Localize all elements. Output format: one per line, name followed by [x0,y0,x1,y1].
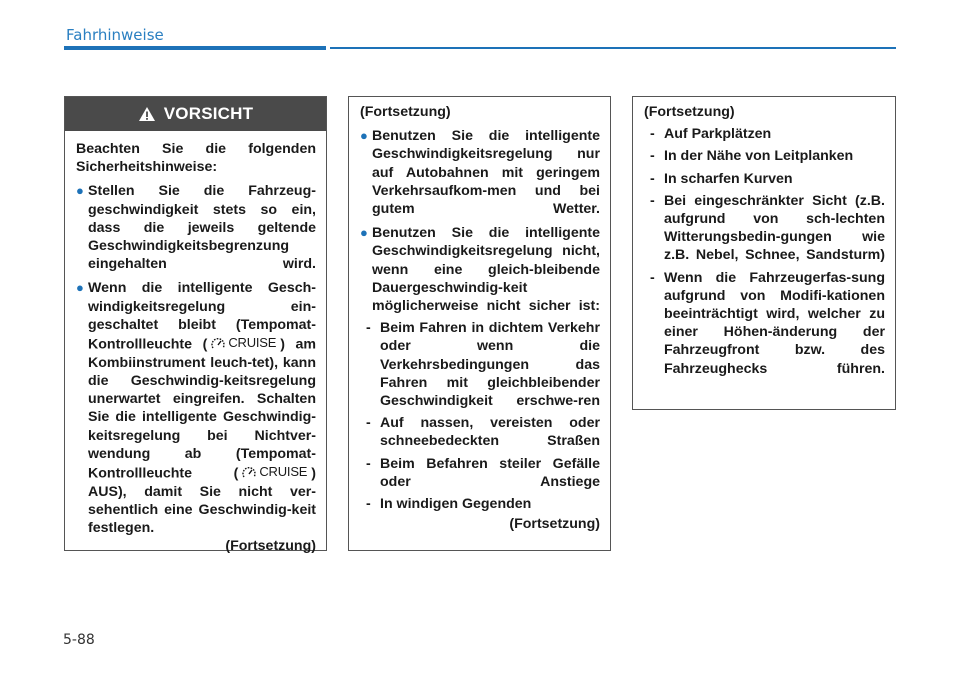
caution-label: VORSICHT [163,103,254,123]
dash-text: Bei eingeschränkter Sicht (z.B. aufgrund von sch-lechten Witterungsbedin-gungen wie z.B. Nebel, Schnee, Sandsturm) [664,192,885,264]
dash-text: Beim Befahren steiler Gefälle oder Anstiege [380,455,600,490]
bullet-icon: ● [76,183,84,199]
cruise-icon-text: CRUISE [259,464,308,480]
continued-heading: (Fortsetzung) [360,104,451,120]
dash-marker: - [650,126,655,143]
cruise-icon-text: CRUISE [228,335,277,351]
list-item [644,269,885,378]
list-item [76,182,316,273]
list-item [644,170,885,188]
dash-text: Auf Parkplätzen [664,126,772,143]
dash-marker: - [650,148,655,165]
bullet-text: Stellen Sie die Fahrzeug-geschwindigkeit stets so ein, dass die jeweils geltende Geschwindigkeitsbegrenzung eingehalten wird. [88,183,316,273]
list-item [76,279,316,537]
cruise-indicator [211,334,276,352]
dash-text: Beim Fahren in dichtem Verkehr oder wenn die Verkehrsbedingungen das Fahren mit gleichbleibender Geschwindigkeit erschwe-ren [380,320,600,410]
list-item [644,147,885,165]
speedometer-icon [242,466,256,479]
bullet-text-part: ) am Kombiinstrument leuch-tet), kann die Geschwindig-keitsregelung unerwartet eingreifen. Schalten Sie die intelligente Geschwindig-keitsregelung bei Nichtver-wendung ab (Tempomat-Kontrollleuchte ( [88,336,316,482]
bullet-text: Benutzen Sie die intelligente Geschwindigkeitsregelung nur auf Autobahnen mit geringem Verkehrsaufkom-men und bei gutem Wetter. [372,128,600,218]
list-item [360,414,600,450]
dash-text: In windigen Gegenden [380,496,532,513]
caution-box [64,96,327,555]
dash-text: Wenn die Fahrzeugerfas-sung aufgrund von Modifi-kationen beeinträchtigt wird, welcher zu einer Höhen-änderung der Fahrzeugfront bzw. des Fahrzeughecks führen. [664,269,885,377]
bullet-icon: ● [76,280,84,296]
dash-text: In scharfen Kurven [664,170,793,187]
list-item [360,224,600,315]
list-item [360,495,600,513]
bullet-icon: ● [360,128,368,144]
bullet-text-cruise [88,279,316,537]
bullet-text-part: ) AUS), damit Sie nicht ver-sehentlich eine Geschwindig-keit festlegen. [88,465,316,537]
dash-marker: - [650,269,655,286]
dash-marker: - [366,455,371,472]
continued-heading: (Fortsetzung) [644,104,735,120]
continuation-box-1 [348,96,611,551]
warning-triangle-icon [138,106,156,122]
dash-text: In der Nähe von Leitplanken [664,148,854,165]
list-item [644,192,885,265]
continued-label: (Fortsetzung) [225,538,316,555]
bullet-icon: ● [360,225,368,241]
header-rule-thin [330,47,896,49]
bullet-text: Benutzen Sie die intelligente Geschwindigkeitsregelung nicht, wenn eine gleich-bleibende Dauergeschwindig-keit möglicherweise nicht sicher ist: [372,225,600,315]
bullet-text-part: Wenn die intelligente Gesch-windigkeitsregelung ein-geschaltet bleibt (Tempomat-Kontrollleuchte ( [88,280,316,353]
dash-marker: - [366,415,371,432]
page-number: 5-88 [63,632,95,648]
dash-marker: - [366,320,371,337]
list-item [360,319,600,410]
speedometer-icon [211,337,225,350]
section-title: Fahrhinweise [66,26,164,44]
header-rule-thick [64,46,326,50]
dash-marker: - [650,192,655,209]
intro-text: Beachten Sie die folgenden Sicherheitshinweise: [76,141,316,176]
dash-text: Auf nassen, vereisten oder schneebedeckten Straßen [380,415,600,450]
dash-marker: - [650,170,655,187]
continuation-box-2 [632,96,896,410]
list-item [360,127,600,218]
cruise-indicator [242,463,307,481]
continued-label: (Fortsetzung) [509,516,600,533]
list-item [644,125,885,143]
list-item [360,455,600,491]
caution-header [65,97,326,131]
dash-marker: - [366,496,371,513]
